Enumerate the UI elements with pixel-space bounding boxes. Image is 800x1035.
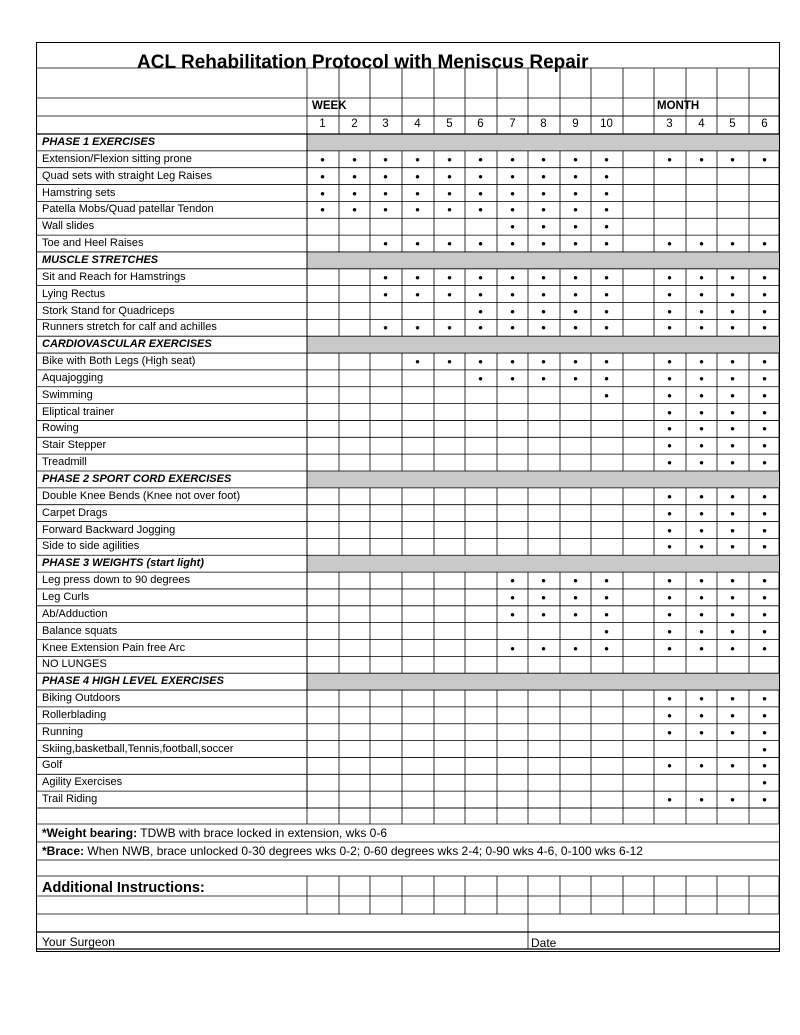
schedule-bullet: • [573,168,578,184]
schedule-bullet: • [447,202,452,218]
schedule-bullet: • [762,539,767,555]
schedule-bullet: • [762,792,767,808]
exercise-label: Stork Stand for Quadriceps [42,304,175,317]
schedule-bullet: • [730,724,735,740]
schedule-bullet: • [762,589,767,605]
schedule-bullet: • [604,151,609,167]
exercise-label: Carpet Drags [42,506,108,519]
schedule-bullet: • [762,522,767,538]
brace-label: *Brace: [42,844,85,858]
column-number: 8 [540,118,547,130]
column-number: 3 [382,118,389,130]
schedule-bullet: • [415,286,420,302]
schedule-bullet: • [699,758,704,774]
schedule-bullet: • [573,640,578,656]
schedule-bullet: • [573,185,578,201]
schedule-bullet: • [604,606,609,622]
schedule-bullet: • [510,589,515,605]
schedule-bullet: • [541,354,546,370]
schedule-bullet: • [541,370,546,386]
schedule-bullet: • [415,202,420,218]
exercise-label: Rollerblading [42,708,107,721]
column-number: 9 [572,118,579,130]
schedule-bullet: • [604,320,609,336]
exercise-label: Swimming [42,388,93,401]
schedule-bullet: • [762,741,767,757]
schedule-bullet: • [604,168,609,184]
exercise-label: Quad sets with straight Leg Raises [42,169,212,182]
column-number: 5 [446,118,453,130]
schedule-bullet: • [730,370,735,386]
month-header: MONTH [657,100,700,112]
schedule-bullet: • [667,573,672,589]
schedule-bullet: • [699,269,704,285]
exercise-label: Treadmill [42,456,87,469]
schedule-bullet: • [478,269,483,285]
schedule-bullet: • [447,168,452,184]
schedule-bullet: • [730,438,735,454]
schedule-bullet: • [415,185,420,201]
section-header-shade [307,555,779,572]
section-header: PHASE 1 EXERCISES [42,136,156,148]
section-header-shade [307,471,779,488]
schedule-bullet: • [510,320,515,336]
schedule-bullet: • [573,370,578,386]
schedule-bullet: • [699,303,704,319]
schedule-bullet: • [730,320,735,336]
schedule-bullet: • [730,421,735,437]
schedule-bullet: • [604,219,609,235]
exercise-label: Side to side agilities [42,540,140,553]
exercise-label: Extension/Flexion sitting prone [42,152,192,165]
brace-text: When NWB, brace unlocked 0-30 degrees wks 0-2; 0-60 degrees wks 2-4; 0-90 wks 4-6, 0-100 wks 6-12 [84,844,643,858]
exercise-label: Hamstring sets [42,186,116,199]
schedule-bullet: • [604,269,609,285]
schedule-bullet: • [415,151,420,167]
schedule-bullet: • [383,236,388,252]
schedule-bullet: • [541,573,546,589]
schedule-bullet: • [510,219,515,235]
schedule-bullet: • [573,573,578,589]
schedule-bullet: • [541,168,546,184]
additional-instructions-heading: Additional Instructions: [42,880,205,896]
schedule-bullet: • [667,455,672,471]
schedule-bullet: • [352,151,357,167]
schedule-bullet: • [510,269,515,285]
schedule-bullet: • [604,286,609,302]
exercise-label: Biking Outdoors [42,692,121,705]
section-header: MUSCLE STRETCHES [42,253,159,266]
schedule-bullet: • [730,707,735,723]
schedule-bullet: • [383,286,388,302]
schedule-bullet: • [762,438,767,454]
schedule-bullet: • [730,792,735,808]
schedule-bullet: • [510,606,515,622]
schedule-bullet: • [762,488,767,504]
schedule-bullet: • [699,438,704,454]
surgeon-label: Your Surgeon [42,935,115,949]
schedule-bullet: • [541,236,546,252]
schedule-bullet: • [573,202,578,218]
schedule-bullet: • [730,387,735,403]
schedule-bullet: • [447,151,452,167]
exercise-label: Wall slides [42,220,95,233]
schedule-bullet: • [667,623,672,639]
column-number: 7 [509,118,516,130]
schedule-bullet: • [699,370,704,386]
column-number: 4 [698,118,705,130]
schedule-bullet: • [541,606,546,622]
schedule-bullet: • [762,455,767,471]
schedule-bullet: • [730,758,735,774]
schedule-bullet: • [604,202,609,218]
schedule-bullet: • [352,202,357,218]
schedule-bullet: • [573,269,578,285]
protocol-sheet [36,42,780,952]
schedule-bullet: • [730,269,735,285]
schedule-bullet: • [699,404,704,420]
schedule-bullet: • [573,286,578,302]
schedule-bullet: • [415,168,420,184]
schedule-bullet: • [699,455,704,471]
column-number: 10 [600,118,613,130]
schedule-bullet: • [699,286,704,302]
schedule-bullet: • [573,219,578,235]
schedule-bullet: • [699,421,704,437]
exercise-label: Ab/Adduction [42,607,108,620]
schedule-bullet: • [667,606,672,622]
schedule-bullet: • [510,202,515,218]
schedule-bullet: • [510,573,515,589]
column-number: 3 [666,118,673,130]
exercise-label: Leg press down to 90 degrees [42,574,190,587]
schedule-bullet: • [320,168,325,184]
schedule-bullet: • [478,185,483,201]
schedule-bullet: • [699,573,704,589]
weight-bearing-note [42,827,387,839]
schedule-bullet: • [541,640,546,656]
schedule-bullet: • [415,354,420,370]
schedule-bullet: • [762,775,767,791]
column-number: 2 [351,118,358,130]
section-header: CARDIOVASCULAR EXERCISES [42,338,212,351]
schedule-bullet: • [730,505,735,521]
schedule-bullet: • [573,589,578,605]
schedule-bullet: • [730,286,735,302]
schedule-bullet: • [699,606,704,622]
section-header: PHASE 4 HIGH LEVEL EXERCISES [42,675,224,688]
schedule-bullet: • [762,370,767,386]
schedule-bullet: • [667,151,672,167]
schedule-bullet: • [730,522,735,538]
brace-note [42,845,643,857]
schedule-bullet: • [667,269,672,285]
schedule-bullet: • [447,185,452,201]
schedule-bullet: • [699,505,704,521]
schedule-bullet: • [667,758,672,774]
schedule-bullet: • [478,168,483,184]
schedule-bullet: • [667,370,672,386]
exercise-label: Running [42,725,83,738]
exercise-label: Patella Mobs/Quad patellar Tendon [42,203,214,216]
schedule-bullet: • [541,151,546,167]
schedule-bullet: • [667,707,672,723]
exercise-label: Aquajogging [42,371,104,384]
schedule-bullet: • [510,151,515,167]
exercise-label: Golf [42,759,63,772]
exercise-label: Sit and Reach for Hamstrings [42,270,186,283]
schedule-bullet: • [510,303,515,319]
schedule-bullet: • [699,320,704,336]
schedule-bullet: • [762,707,767,723]
schedule-bullet: • [447,269,452,285]
schedule-bullet: • [478,370,483,386]
schedule-bullet: • [762,236,767,252]
schedule-bullet: • [573,151,578,167]
schedule-bullet: • [541,589,546,605]
schedule-bullet: • [383,185,388,201]
schedule-bullet: • [447,320,452,336]
schedule-bullet: • [699,623,704,639]
schedule-bullet: • [573,606,578,622]
exercise-label: Trail Riding [42,793,98,806]
schedule-bullet: • [667,303,672,319]
schedule-bullet: • [510,236,515,252]
schedule-bullet: • [730,236,735,252]
schedule-bullet: • [762,286,767,302]
schedule-bullet: • [667,438,672,454]
schedule-bullet: • [478,320,483,336]
schedule-bullet: • [352,185,357,201]
exercise-label: Runners stretch for calf and achilles [42,321,217,334]
schedule-bullet: • [510,640,515,656]
schedule-bullet: • [730,623,735,639]
schedule-bullet: • [667,539,672,555]
schedule-bullet: • [415,320,420,336]
schedule-bullet: • [415,269,420,285]
schedule-bullet: • [699,724,704,740]
schedule-bullet: • [667,488,672,504]
date-label: Date [531,936,557,950]
schedule-bullet: • [730,151,735,167]
schedule-bullet: • [352,168,357,184]
schedule-bullet: • [730,573,735,589]
schedule-bullet: • [667,387,672,403]
schedule-bullet: • [730,404,735,420]
schedule-bullet: • [667,286,672,302]
schedule-bullet: • [699,792,704,808]
schedule-bullet: • [762,387,767,403]
column-number: 4 [414,118,421,130]
schedule-bullet: • [762,404,767,420]
exercise-label: Toe and Heel Raises [42,237,144,250]
schedule-bullet: • [667,505,672,521]
schedule-bullet: • [699,387,704,403]
schedule-bullet: • [573,354,578,370]
schedule-bullet: • [667,724,672,740]
schedule-bullet: • [730,455,735,471]
schedule-bullet: • [604,623,609,639]
schedule-bullet: • [383,202,388,218]
schedule-bullet: • [320,151,325,167]
schedule-bullet: • [541,202,546,218]
exercise-label: Bike with Both Legs (High seat) [42,355,196,368]
exercise-label: Balance squats [42,624,118,637]
schedule-bullet: • [762,303,767,319]
section-header: PHASE 2 SPORT CORD EXERCISES [42,473,232,485]
exercise-label: Rowing [42,422,79,435]
schedule-bullet: • [730,303,735,319]
schedule-bullet: • [383,168,388,184]
schedule-bullet: • [730,488,735,504]
weight-bearing-text: TDWB with brace locked in extension, wks 0-6 [137,826,388,840]
schedule-bullet: • [604,236,609,252]
schedule-bullet: • [541,303,546,319]
exercise-label: NO LUNGES [42,658,107,671]
schedule-bullet: • [762,354,767,370]
exercise-label: Leg Curls [42,590,90,603]
schedule-bullet: • [573,320,578,336]
schedule-bullet: • [478,303,483,319]
schedule-bullet: • [667,404,672,420]
schedule-bullet: • [604,303,609,319]
schedule-bullet: • [383,320,388,336]
section-header-shade [307,252,779,269]
schedule-bullet: • [762,505,767,521]
schedule-bullet: • [762,691,767,707]
schedule-bullet: • [699,691,704,707]
schedule-bullet: • [415,236,420,252]
schedule-bullet: • [699,640,704,656]
column-number: 6 [761,118,768,130]
schedule-bullet: • [762,320,767,336]
weight-bearing-label: *Weight bearing: [42,826,138,840]
schedule-bullet: • [510,168,515,184]
exercise-label: Stair Stepper [42,439,107,452]
schedule-bullet: • [762,724,767,740]
schedule-bullet: • [541,185,546,201]
schedule-bullet: • [604,573,609,589]
schedule-bullet: • [510,286,515,302]
schedule-bullet: • [510,185,515,201]
section-header-shade [307,673,779,690]
schedule-bullet: • [762,269,767,285]
week-header: WEEK [312,100,347,112]
schedule-bullet: • [604,589,609,605]
schedule-bullet: • [320,202,325,218]
schedule-bullet: • [730,606,735,622]
schedule-bullet: • [604,387,609,403]
schedule-bullet: • [478,286,483,302]
column-number: 1 [319,118,326,130]
schedule-bullet: • [667,354,672,370]
schedule-bullet: • [667,236,672,252]
schedule-bullet: • [667,792,672,808]
schedule-bullet: • [762,640,767,656]
schedule-bullet: • [699,488,704,504]
schedule-bullet: • [699,151,704,167]
schedule-bullet: • [510,370,515,386]
schedule-bullet: • [541,219,546,235]
schedule-bullet: • [667,522,672,538]
column-number: 6 [477,118,484,130]
exercise-label: Knee Extension Pain free Arc [42,641,186,654]
schedule-bullet: • [762,623,767,639]
schedule-bullet: • [730,691,735,707]
schedule-bullet: • [573,236,578,252]
schedule-bullet: • [573,303,578,319]
schedule-bullet: • [699,354,704,370]
schedule-bullet: • [699,589,704,605]
exercise-label: Eliptical trainer [42,405,115,418]
schedule-bullet: • [478,151,483,167]
schedule-bullet: • [478,354,483,370]
exercise-label: Skiing,basketball,Tennis,football,soccer [42,742,234,755]
schedule-bullet: • [762,421,767,437]
schedule-bullet: • [699,236,704,252]
schedule-bullet: • [667,589,672,605]
section-header: PHASE 3 WEIGHTS (start light) [42,557,204,570]
schedule-bullet: • [447,236,452,252]
schedule-bullet: • [762,573,767,589]
schedule-bullet: • [478,236,483,252]
schedule-bullet: • [320,185,325,201]
schedule-bullet: • [541,269,546,285]
schedule-bullet: • [383,151,388,167]
schedule-bullet: • [510,354,515,370]
schedule-bullet: • [667,320,672,336]
schedule-bullet: • [699,539,704,555]
schedule-bullet: • [604,640,609,656]
exercise-label: Double Knee Bends (Knee not over foot) [42,489,241,502]
exercise-label: Agility Exercises [42,776,123,789]
schedule-bullet: • [730,539,735,555]
schedule-bullet: • [447,286,452,302]
document-title: ACL Rehabilitation Protocol with Meniscus Repair [137,52,589,73]
schedule-bullet: • [667,691,672,707]
schedule-bullet: • [478,202,483,218]
exercise-label: Lying Rectus [42,287,106,300]
schedule-bullet: • [699,522,704,538]
schedule-bullet: • [699,707,704,723]
column-number: 5 [729,118,736,130]
schedule-bullet: • [762,151,767,167]
schedule-bullet: • [762,758,767,774]
schedule-bullet: • [762,606,767,622]
section-header-shade [307,336,779,353]
schedule-bullet: • [730,354,735,370]
schedule-bullet: • [667,640,672,656]
schedule-bullet: • [541,320,546,336]
schedule-bullet: • [730,589,735,605]
schedule-bullet: • [541,286,546,302]
section-header-shade [307,134,779,151]
schedule-bullet: • [447,354,452,370]
schedule-bullet: • [604,185,609,201]
schedule-bullet: • [667,421,672,437]
exercise-label: Forward Backward Jogging [42,523,176,536]
schedule-bullet: • [604,370,609,386]
schedule-bullet: • [730,640,735,656]
schedule-bullet: • [604,354,609,370]
schedule-bullet: • [383,269,388,285]
